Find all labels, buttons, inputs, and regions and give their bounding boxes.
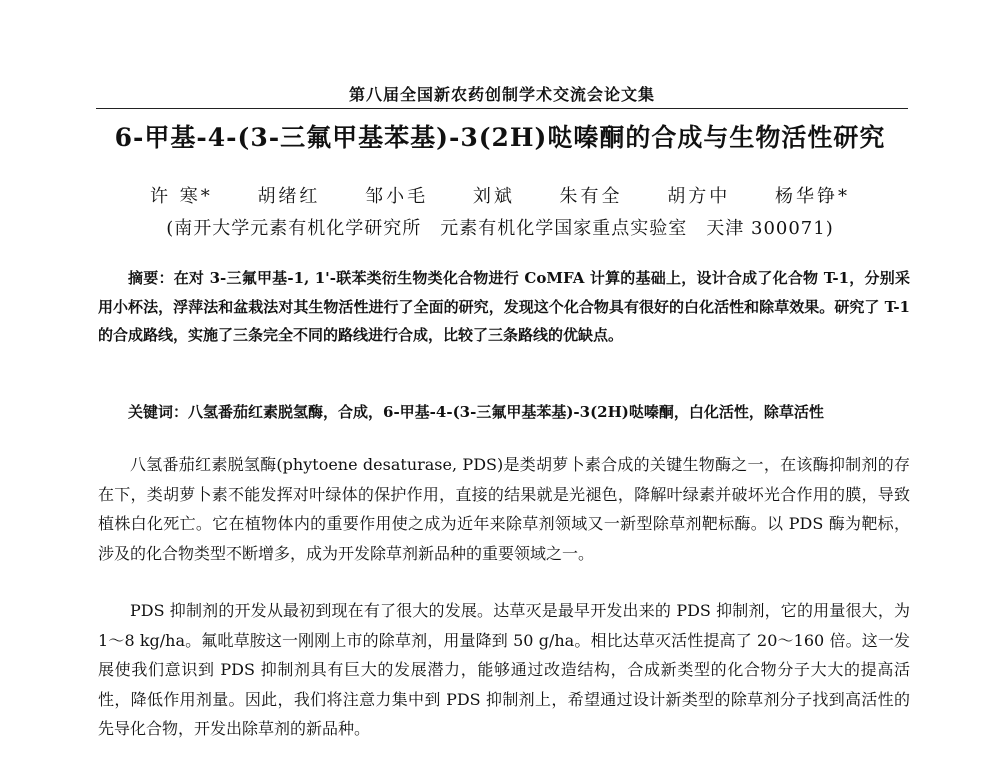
author-name: 胡绪红 (257, 186, 321, 207)
author-name: 许 寒* (150, 186, 213, 207)
paper-title: 6-甲基-4-(3-三氟甲基苯基)-3(2H)哒嗪酮的合成与生物活性研究 (114, 123, 886, 152)
running-header: 第八届全国新农药创制学术交流会论文集 (348, 85, 655, 104)
author-name: 邹小毛 (365, 186, 429, 207)
keywords (98, 399, 910, 425)
keywords-text: 八氢番茄红素脱氢酶，合成，6-甲基-4-(3-三氟甲基苯基)-3(2H)哒嗪酮，白化活性，除草活性 (188, 403, 824, 421)
keywords-label: 关键词： (128, 403, 189, 421)
header-rule (96, 108, 908, 109)
author-list (150, 182, 850, 208)
abstract (98, 264, 910, 350)
body-paragraph: PDS 抑制剂的开发从最初到现在有了很大的发展。达草灭是最早开发出来的 PDS 抑制剂，它的用量很大，为 1～8 kg/ha。氟吡草胺这一刚刚上市的除草剂，用量降到 50 g/ha。相比达草灭活性提高了 20～160 倍。这一发展使我们意识到 PDS 抑制剂具有巨大的发展潜力，能够通过改造结构，合成新类型的化合物分子大大的提高活性，降低作用剂量。因此，我们将注意力集中到 PDS 抑制剂上，希望通过设计新类型的除草剂分子找到高活性的先导化合物，开发出除草剂的新品种。 (98, 601, 910, 738)
affiliation: (南开大学元素有机化学研究所 元素有机化学国家重点实验室 天津 300071) (166, 218, 834, 239)
author-name: 朱有全 (559, 186, 623, 207)
author-name: 杨华铮* (774, 186, 850, 207)
abstract-text: 在对 3-三氟甲基-1, 1'-联苯类衍生物类化合物进行 CoMFA 计算的基础上，设计合成了化合物 T-1，分别采用小杯法，浮萍法和盆栽法对其生物活性进行了全面的研究，发现这个化合物具有很好的白化活性和除草效果。研究了 T-1 的合成路线，实施了三条完全不同的路线进行合成，比较了三条路线的优缺点。 (98, 269, 910, 344)
author-name: 胡方中 (667, 186, 731, 207)
abstract-label: 摘要： (128, 269, 174, 287)
body-paragraph: 八氢番茄红素脱氢酶(phytoene desaturase, PDS)是类胡萝卜素合成的关键生物酶之一，在该酶抑制剂的存在下，类胡萝卜素不能发挥对叶绿体的保护作用，直接的结果就是光褪色，降解叶绿素并破坏光合作用的膜，导致植株白化死亡。它在植物体内的重要作用使之成为近年来除草剂领域又一新型除草剂靶标酶。以 PDS 酶为靶标，涉及的化合物类型不断增多，成为开发除草剂新品种的重要领域之一。 (98, 455, 910, 563)
author-name: 刘斌 (472, 186, 515, 207)
